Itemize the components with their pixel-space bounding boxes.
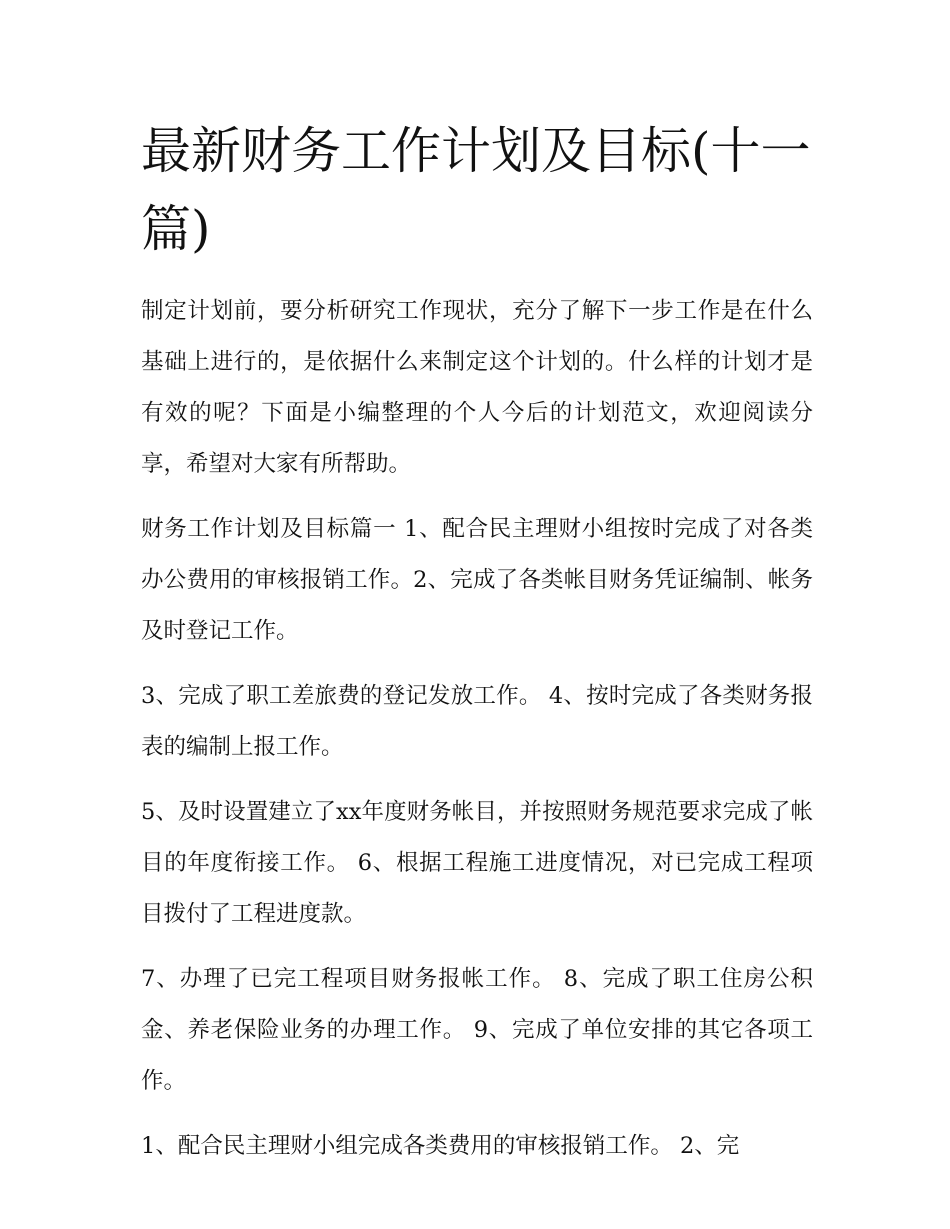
paragraph-section-one: 财务工作计划及目标篇一 1、配合民主理财小组按时完成了对各类办公费用的审核报销工作。2、完成了各类帐目财务凭证编制、帐务及时登记工作。: [141, 516, 813, 644]
paragraph-next-items: 1、配合民主理财小组完成各类费用的审核报销工作。 2、完: [141, 1133, 740, 1159]
document-body: [141, 112, 813, 1172]
paragraph-items-3-4: 3、完成了职工差旅费的登记发放工作。 4、按时完成了各类财务报表的编制上报工作。: [141, 683, 813, 760]
paragraph-items-7-9: 7、办理了已完工程项目财务报帐工作。 8、完成了职工住房公积金、养老保险业务的办理工作。 9、完成了单位安排的其它各项工作。: [141, 966, 813, 1094]
paragraph-intro: 制定计划前，要分析研究工作现状，充分了解下一步工作是在什么基础上进行的，是依据什么来制定这个计划的。什么样的计划才是有效的呢？下面是小编整理的个人今后的计划范文，欢迎阅读分享，希望对大家有所帮助。: [141, 298, 813, 477]
paragraph-items-5-6: 5、及时设置建立了xx年度财务帐目，并按照财务规范要求完成了帐目的年度衔接工作。 6、根据工程施工进度情况，对已完成工程项目拨付了工程进度款。: [141, 799, 813, 927]
document-title: 最新财务工作计划及目标(十一篇): [141, 122, 811, 258]
